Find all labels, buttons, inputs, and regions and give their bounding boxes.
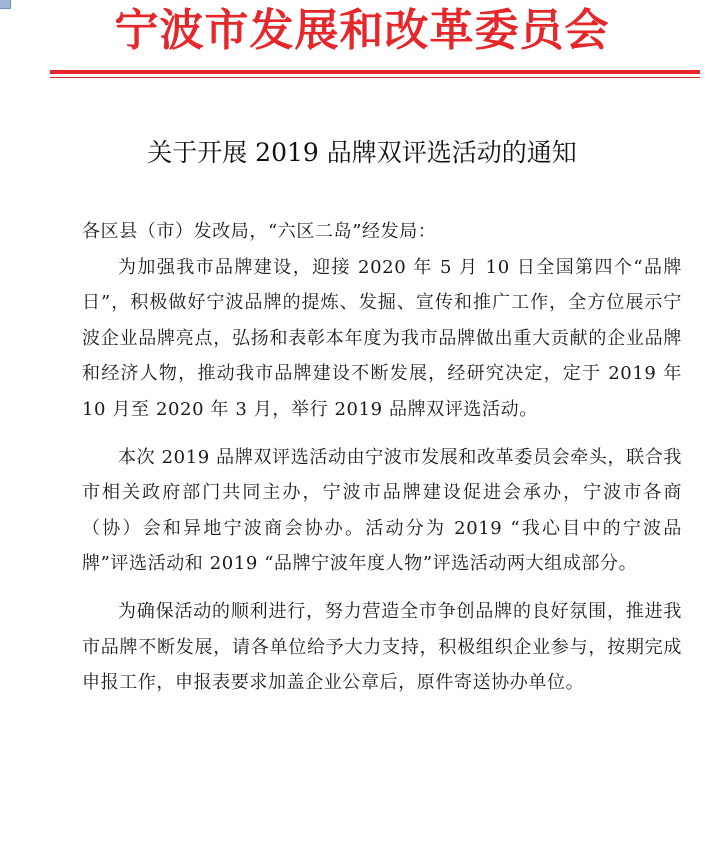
salutation: 各区县（市）发改局，“六区二岛”经发局： (82, 221, 437, 242)
org-header-title: 宁波市发展和改革委员会 (114, 5, 610, 56)
document-title: 关于开展 2019 品牌双评选活动的通知 (147, 138, 577, 167)
paragraph-3: 为确保活动的顺利进行，努力营造全市争创品牌的良好氛围，推进我市品牌不断发展，请各单位给予大力支持，积极组织企业参与，按期完成申报工作，申报表要求加盖企业公章后，原件寄送协办单位。 (82, 600, 682, 694)
header-red-rule-thin (50, 77, 700, 78)
document-body (82, 214, 682, 701)
paragraph-1: 为加强我市品牌建设，迎接 2020 年 5 月 10 日全国第四个“品牌日”，积极做好宁波品牌的提炼、发掘、宣传和推广工作，全方位展示宁波企业品牌亮点，弘扬和表彰本年度为我市品牌做出重大贡献的企业品牌和经济人物，推动我市品牌建设不断发展，经研究决定，定于 2019 年 10 月至 2020 年 3 月，举行 2019 品牌双评选活动。 (82, 256, 682, 420)
header-red-rule-thick (50, 70, 700, 74)
paragraph-2: 本次 2019 品牌双评选活动由宁波市发展和改革委员会牵头，联合我市相关政府部门共同主办，宁波市品牌建设促进会承办，宁波市各商（协）会和异地宁波商会协办。活动分为 2019 “我心目中的宁波品牌”评选活动和 2019 “品牌宁波年度人物”评选活动两大组成部分。 (82, 446, 682, 575)
